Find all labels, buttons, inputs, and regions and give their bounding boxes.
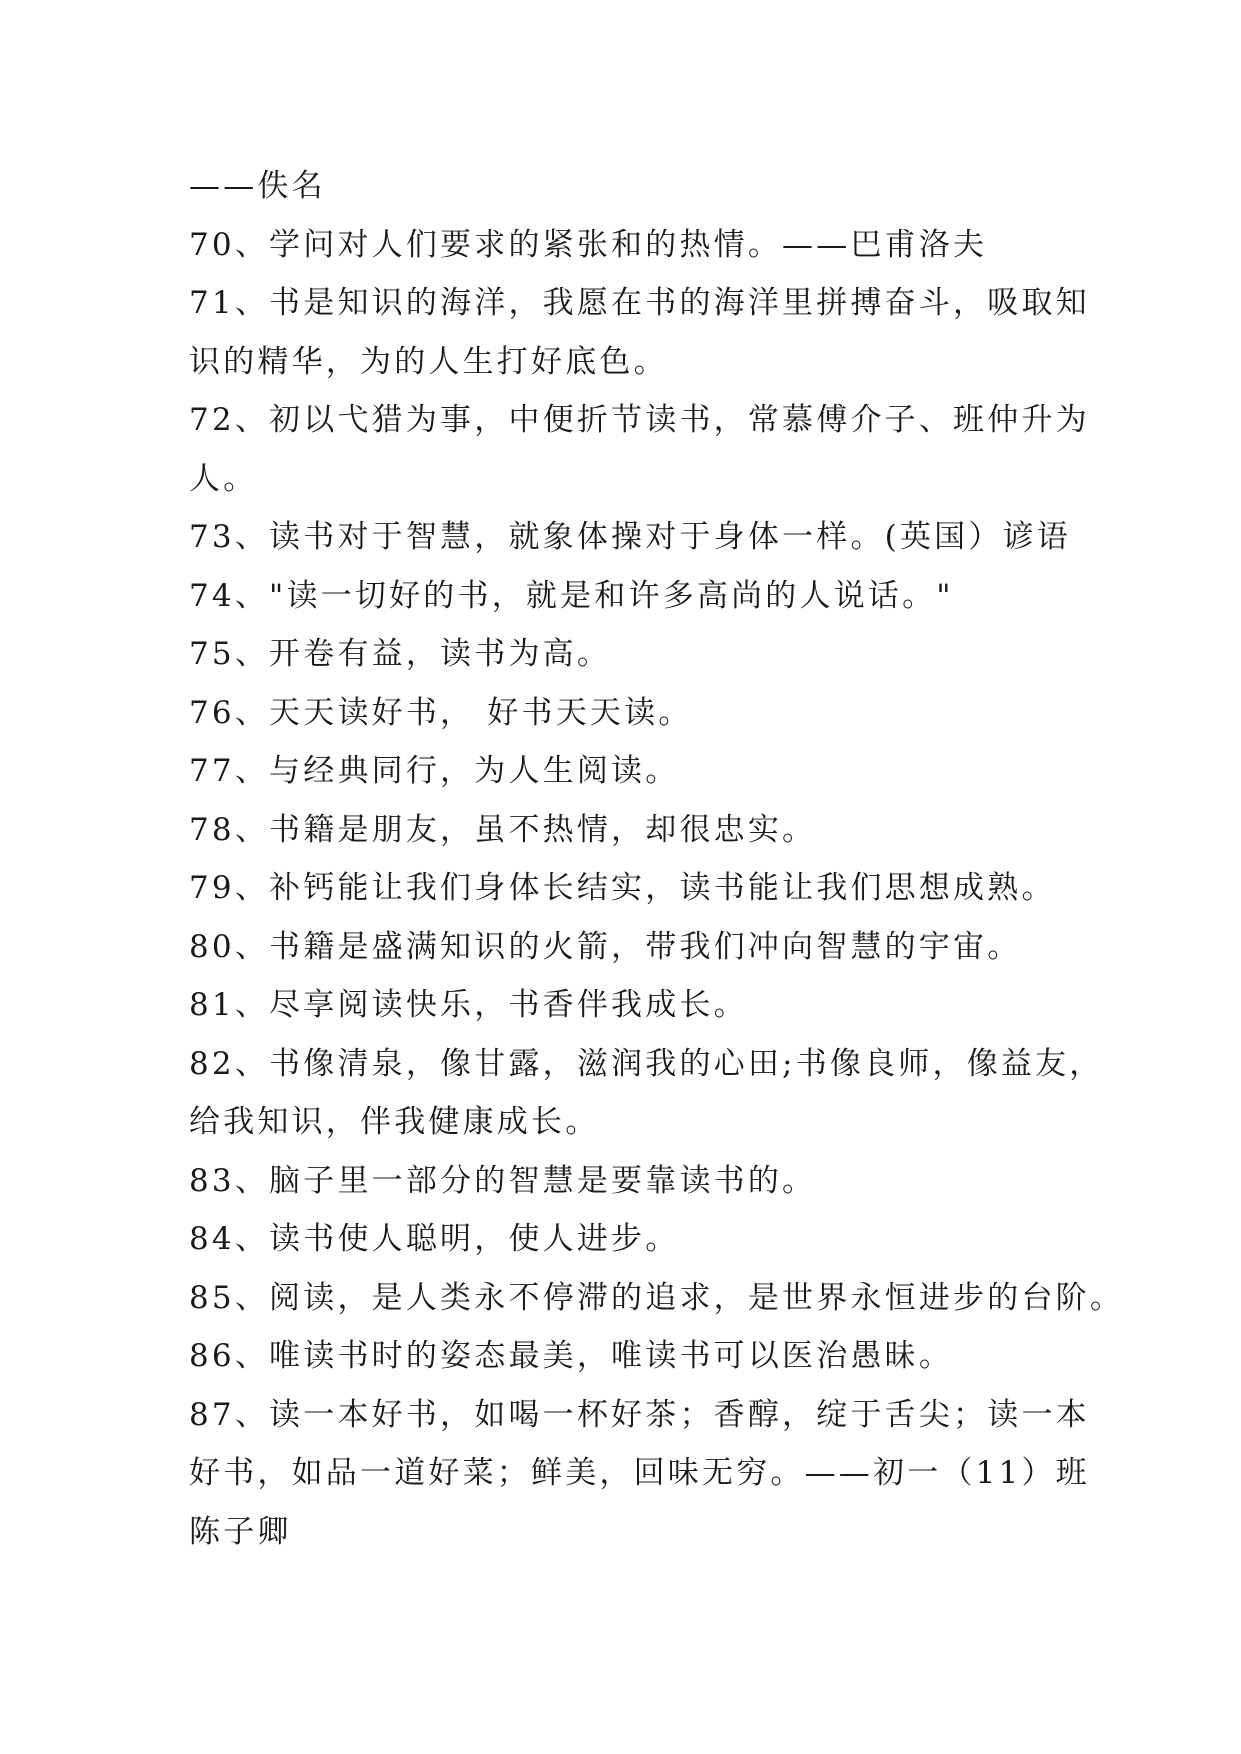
text-line: ——佚名 <box>189 168 326 204</box>
text-line: 87、读一本好书，如喝一杯好茶；香醇，绽于舌尖；读一本 <box>189 1396 1090 1433</box>
text-line: 85、阅读，是人类永不停滞的追求，是世界永恒进步的台阶。 <box>189 1279 1125 1316</box>
text-line: 83、脑子里一部分的智慧是要靠读书的。 <box>189 1162 817 1199</box>
text-line: 75、开卷有益，读书为高。 <box>189 636 612 672</box>
text-line: 给我知识，伴我健康成长。 <box>189 1104 600 1140</box>
text-line: 76、天天读好书， 好书天天读。 <box>189 694 693 731</box>
text-line: 81、尽享阅读快乐，书香伴我成长。 <box>189 987 748 1023</box>
quote-list <box>189 157 1125 1561</box>
text-line: 好书，如品一道好菜；鲜美，回味无穷。——初一（11）班 <box>189 1455 1090 1491</box>
text-line: 73、读书对于智慧，就象体操对于身体一样。(英国）谚语 <box>189 519 1071 555</box>
text-line: 84、读书使人聪明，使人进步。 <box>189 1221 680 1257</box>
text-line: 82、书像清泉，像甘露，滋润我的心田;书像良师，像益友， <box>189 1045 1104 1082</box>
text-line: 72、初以弋猎为事，中便折节读书，常慕傅介子、班仲升为 <box>189 402 1090 438</box>
text-line: 74、"读一切好的书，就是和许多高尚的人说话。" <box>189 577 954 614</box>
text-line: 70、学问对人们要求的紧张和的热情。——巴甫洛夫 <box>189 226 988 263</box>
text-line: 识的精华，为的人生打好底色。 <box>189 343 668 380</box>
text-line: 71、书是知识的海洋，我愿在书的海洋里拼搏奋斗，吸取知 <box>189 285 1090 321</box>
text-line: 77、与经典同行，为人生阅读。 <box>189 753 680 789</box>
text-line: 陈子卿 <box>189 1513 292 1550</box>
text-line: 78、书籍是朋友，虽不热情，却很忠实。 <box>189 811 817 848</box>
text-line: 79、补钙能让我们身体长结实，读书能让我们思想成熟。 <box>189 870 1056 906</box>
text-line: 人。 <box>189 460 258 497</box>
text-line: 86、唯读书时的姿态最美，唯读书可以医治愚昧。 <box>189 1338 954 1374</box>
text-line: 80、书籍是盛满知识的火箭，带我们冲向智慧的宇宙。 <box>189 928 1022 965</box>
